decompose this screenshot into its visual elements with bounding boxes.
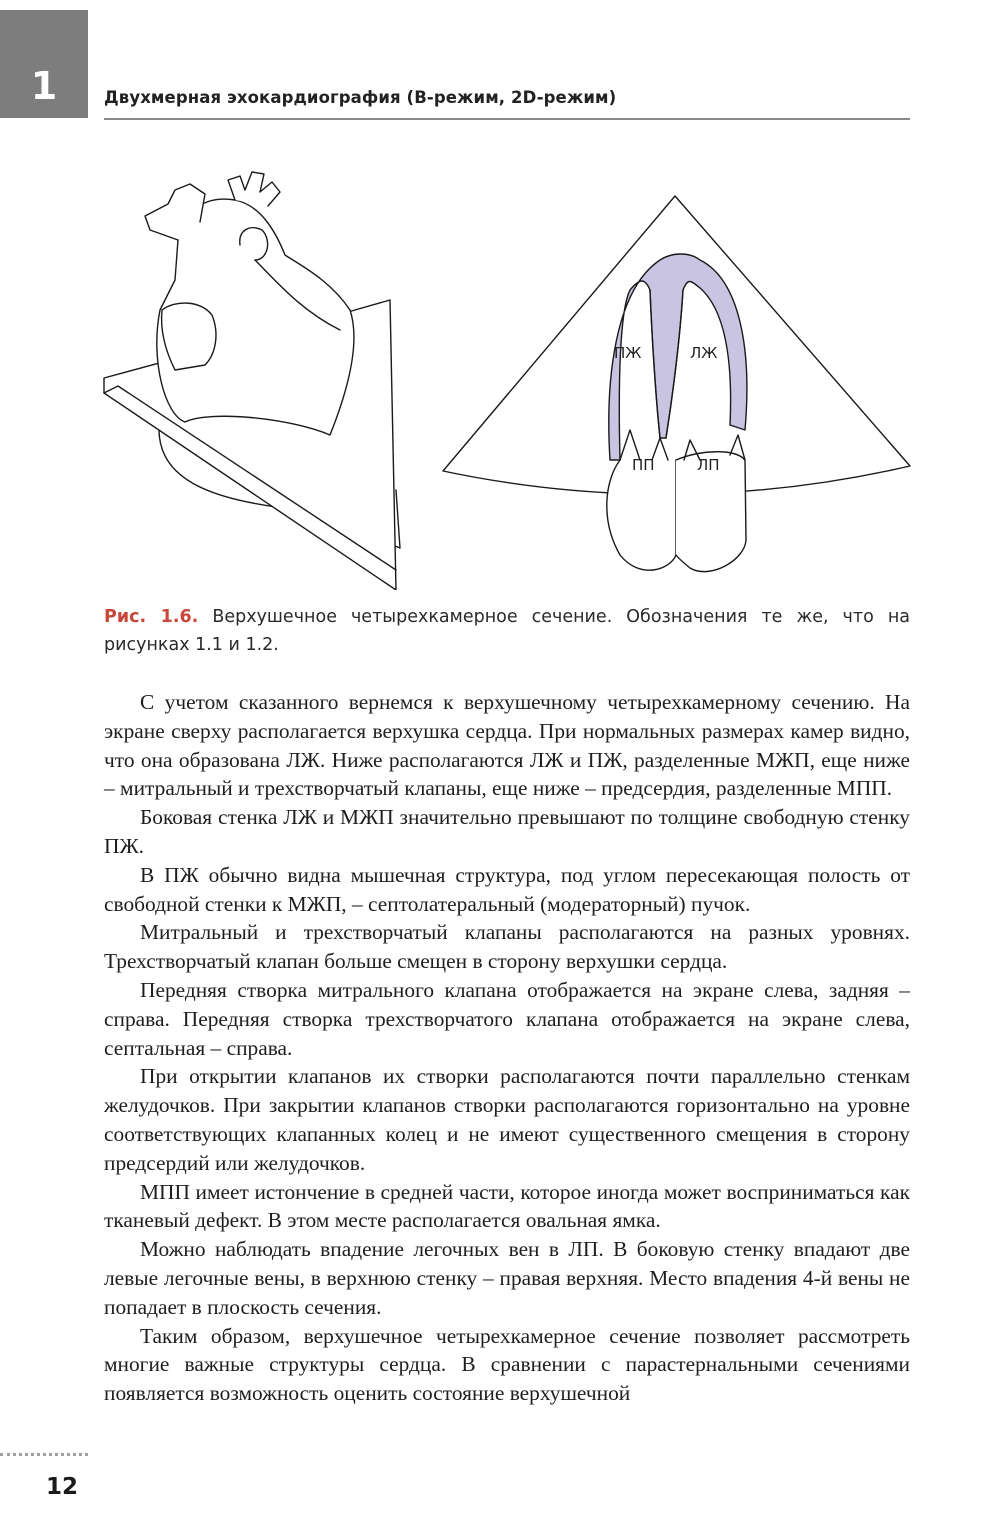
label-lv: ЛЖ <box>690 344 718 362</box>
running-title: Двухмерная эхокардиография (В-режим, 2D-режим) <box>104 88 617 107</box>
echo-sector-diagram <box>443 196 910 572</box>
body-text <box>104 688 910 1408</box>
label-ra: ПП <box>632 456 655 474</box>
paragraph: При открытии клапанов их створки располагаются почти параллельно стенкам желудочков. При закрытии клапанов створки располагаются горизонтально на уровне соответствующих клапанных колец и не имеют существенного смещения в сторону предсердий или желудочков. <box>104 1064 910 1175</box>
page-number: 12 <box>46 1474 79 1500</box>
figure-illustration <box>0 160 1000 590</box>
figure-caption-text: Верхушечное четырехкамерное сечение. Обозначения те же, что на рисунках 1.1 и 1.2. <box>104 607 910 655</box>
paragraph: Передняя створка митрального клапана отображается на экране слева, задняя – справа. Передняя створка трехстворчатого клапана отображается на экране слева, септальная – справа. <box>104 977 910 1060</box>
figure-apical-four-chamber <box>0 160 1000 590</box>
figure-caption-label: Рис. 1.6. <box>104 607 199 627</box>
paragraph: Можно наблюдать впадение легочных вен в ЛП. В боковую стенку впадают две левые легочные вены, в верхнюю стенку – правая верхняя. Место впадения 4-й вены не попадает в плоскость сечения. <box>104 1237 910 1319</box>
paragraph: В ПЖ обычно видна мышечная структура, под углом пересекающая полость от свободной стенки к МЖП, – септолатеральный (модераторный) пучок. <box>104 862 910 916</box>
figure-caption <box>104 603 910 659</box>
right-atrium-chamber <box>607 460 676 570</box>
right-atrium-outline <box>162 303 216 370</box>
footer-divider <box>0 1453 88 1456</box>
paragraph: Боковая стенка ЛЖ и МЖП значительно превышают по толщине свободную стенку ПЖ. <box>104 805 910 858</box>
paragraph: Таким образом, верхушечное четырехкамерное сечение позволяет рассмотреть многие важные структуры сердца. В сравнении с парастернальными сечениями появляется возможность оценить состояние верхушечной <box>104 1323 910 1406</box>
chapter-number-tab: 1 <box>0 10 88 118</box>
paragraph: С учетом сказанного вернемся к верхушечному четырехкамерному сечению. На экране сверху располагается верхушка сердца. При нормальных размерах камер видно, что она образована ЛЖ. Ниже располагаются ЛЖ и ПЖ, разделенные МЖП, еще ниже – митральный и трехстворчатый клапаны, еще ниже – предсердия, разделенные МПП. <box>104 690 910 801</box>
paragraph: МПП имеет истончение в средней части, которое иногда может восприниматься как тканевый дефект. В этом месте располагается овальная ямка. <box>104 1179 910 1233</box>
header-divider <box>104 118 910 120</box>
label-rv: ПЖ <box>614 344 642 362</box>
paragraph: Митральный и трехстворчатый клапаны располагаются на разных уровнях. Трехстворчатый клапан больше смещен в сторону верхушки сердца. <box>104 920 910 974</box>
label-la: ЛП <box>697 456 720 474</box>
heart-with-plane-illustration <box>104 172 400 590</box>
